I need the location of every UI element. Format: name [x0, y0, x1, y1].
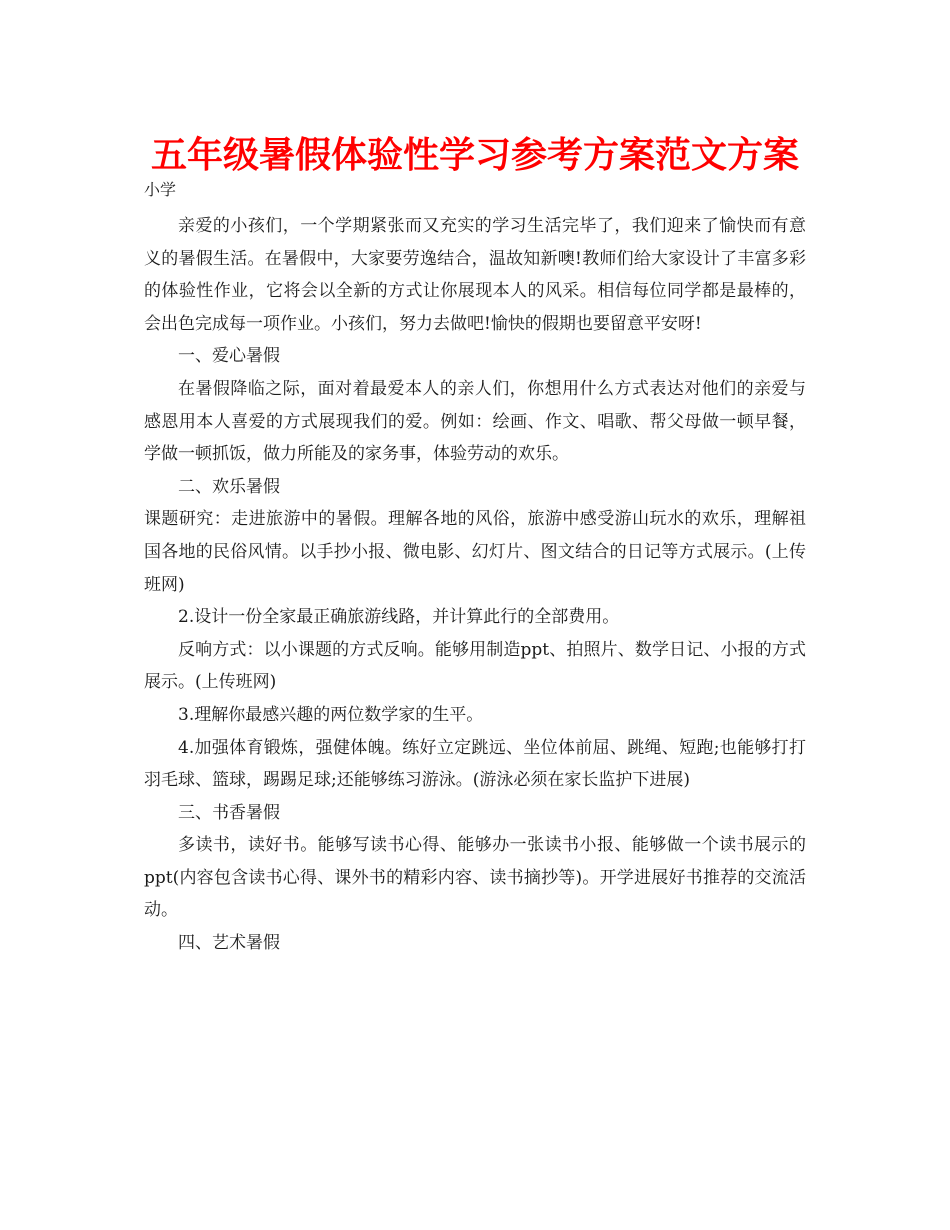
- paragraph: 四、艺术暑假: [178, 933, 280, 954]
- paragraph: 三、书香暑假: [178, 802, 280, 823]
- paragraph: 2.设计一份全家最正确旅游线路，并计算此行的全部费用。: [178, 607, 620, 628]
- paragraph: 课题研究：走进旅游中的暑假。理解各地的风俗，旅游中感受游山玩水的欢乐，理解祖国各地的民俗风情。以手抄小报、微电影、幻灯片、图文结合的日记等方式展示。(上传班网): [144, 509, 806, 595]
- paragraph: 亲爱的小孩们，一个学期紧张而又充实的学习生活完毕了，我们迎来了愉快而有意义的暑假生活。在暑假中，大家要劳逸结合，温故知新噢!教师们给大家设计了丰富多彩的体验性作业，它将会以全新的方式让你展现本人的风采。相信每位同学都是最棒的，会出色完成每一项作业。小孩们，努力去做吧!愉快的假期也要留意平安呀!: [144, 216, 806, 334]
- paragraph: 3.理解你最感兴趣的两位数学家的生平。: [178, 704, 484, 725]
- paragraph: 反响方式：以小课题的方式反响。能够用制造ppt、拍照片、数学日记、小报的方式展示。(上传班网): [144, 639, 806, 693]
- document-subtitle: 小学: [144, 180, 177, 199]
- paragraph: 多读书，读好书。能够写读书心得、能够办一张读书小报、能够做一个读书展示的ppt(内容包含读书心得、课外书的精彩内容、读书摘抄等)。开学进展好书推荐的交流活动。: [144, 835, 806, 921]
- paragraph: 二、欢乐暑假: [178, 476, 280, 497]
- document-title: 五年级暑假体验性学习参考方案范文方案: [150, 135, 799, 176]
- paragraph: 一、爱心暑假: [178, 346, 280, 367]
- document-page: [144, 128, 806, 960]
- paragraph: 4.加强体育锻炼，强健体魄。练好立定跳远、坐位体前屈、跳绳、短跑;也能够打打羽毛球、篮球，踢踢足球;还能够练习游泳。(游泳必须在家长监护下进展): [144, 737, 806, 791]
- paragraph: 在暑假降临之际，面对着最爱本人的亲人们，你想用什么方式表达对他们的亲爱与感恩用本人喜爱的方式展现我们的爱。例如：绘画、作文、唱歌、帮父母做一顿早餐，学做一顿抓饭，做力所能及的家务事，体验劳动的欢乐。: [144, 378, 806, 465]
- document-body: [144, 210, 806, 960]
